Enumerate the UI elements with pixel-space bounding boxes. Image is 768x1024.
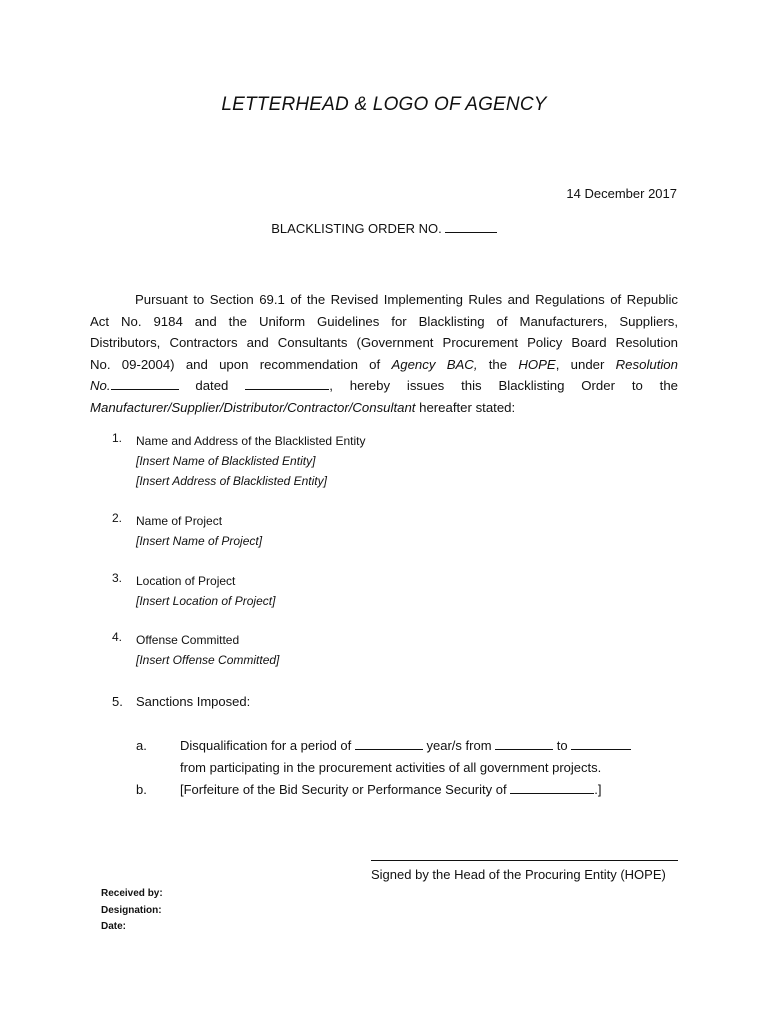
item-placeholder: [Insert Offense Committed] xyxy=(136,653,280,667)
received-by-label: Received by: xyxy=(101,888,163,899)
item-placeholder: [Insert Name of Project] xyxy=(136,534,263,548)
to-date-blank xyxy=(571,738,631,750)
intro-line: Manufacturer/Supplier/Distributor/Contractor/Consultant hereafter stated: xyxy=(90,399,516,415)
received-date-label: Date: xyxy=(101,921,127,932)
order-number-heading xyxy=(0,221,768,236)
letterhead-title: LETTERHEAD & LOGO OF AGENCY xyxy=(221,94,547,115)
order-number-blank xyxy=(445,222,497,233)
sanction-b-line: [Forfeiture of the Bid Security or Performance Security of .] xyxy=(180,782,602,797)
security-blank xyxy=(510,782,594,794)
item-number: 2. xyxy=(112,511,123,525)
intro-line: Act No. 9184 and the Uniform Guidelines for Blacklisting of Manufacturers, Suppliers, xyxy=(90,313,678,329)
intro-line: No. 09-2004) and upon recommendation of Agency BAC, the HOPE, under Resolution xyxy=(90,356,678,372)
item-number: 4. xyxy=(112,630,123,644)
intro-line: No. dated , hereby issues this Blacklisting Order to the xyxy=(90,378,678,393)
sanction-letter: b. xyxy=(136,782,147,797)
agency-bac-text: Agency BAC, xyxy=(391,356,478,372)
item-title: Location of Project xyxy=(136,574,236,588)
item-number: 3. xyxy=(112,571,123,585)
item-title: Name and Address of the Blacklisted Entity xyxy=(136,434,366,448)
intro-line: Distributors, Contractors and Consultants (Government Procurement Policy Board Resolution xyxy=(90,335,678,350)
item-title: Name of Project xyxy=(136,514,223,528)
period-blank xyxy=(355,738,423,750)
intro-line: Pursuant to Section 69.1 of the Revised Implementing Rules and Regulations of Republic xyxy=(135,292,678,307)
sanction-a-line2: from participating in the procurement activities of all government projects. xyxy=(180,760,602,775)
sanctions-title: Sanctions Imposed: xyxy=(136,694,251,709)
from-date-blank xyxy=(495,738,553,750)
item-placeholder: [Insert Name of Blacklisted Entity] xyxy=(136,454,316,468)
order-number-label: BLACKLISTING ORDER NO. xyxy=(271,221,442,236)
sanction-a-line1: Disqualification for a period of year/s from to xyxy=(180,735,631,756)
item-placeholder: [Insert Location of Project] xyxy=(136,594,276,608)
item-number: 5. xyxy=(112,694,123,709)
signature-caption: Signed by the Head of the Procuring Entity (HOPE) xyxy=(371,867,666,882)
item-title: Offense Committed xyxy=(136,633,240,647)
designation-label: Designation: xyxy=(101,905,162,916)
item-placeholder: [Insert Address of Blacklisted Entity] xyxy=(136,474,327,488)
signature-line xyxy=(371,860,678,861)
resolution-no-blank xyxy=(111,378,179,390)
hope-text: HOPE xyxy=(518,356,556,372)
order-date: 14 December 2017 xyxy=(566,186,677,201)
intro-paragraph xyxy=(90,289,678,418)
sanction-letter: a. xyxy=(136,738,147,753)
item-number: 1. xyxy=(112,431,123,445)
resolution-date-blank xyxy=(245,378,329,390)
